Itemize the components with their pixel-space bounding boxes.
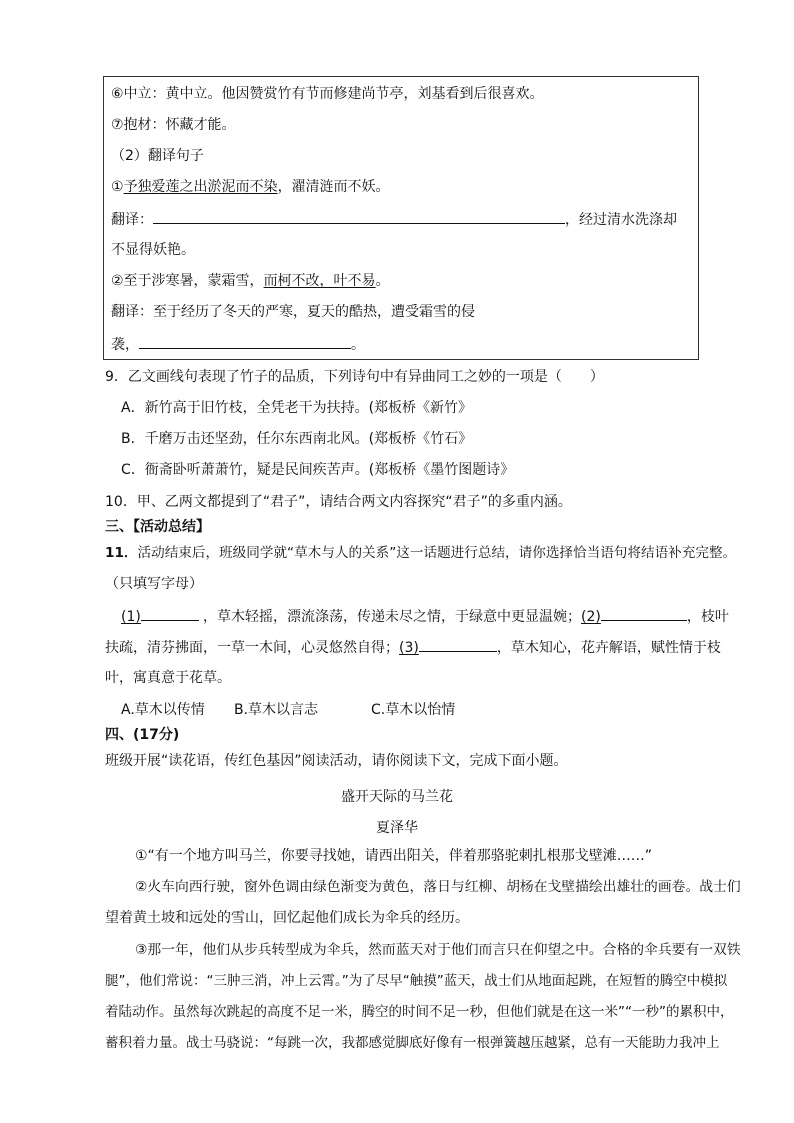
- sentence-1-underlined: 予独爱莲之出淤泥而不染: [123, 179, 278, 195]
- question-11-text: 活动结束后，班级同学就“草木与人的关系”这一话题进行总结，请你选择恰当语句将结语补充完整。: [137, 545, 737, 561]
- translation-2: 翻译：至于经历了冬天的严寒，夏天的酷热，遭受霜雪的侵: [111, 304, 475, 320]
- article-paragraph-3-line-2: 腿”，他们常说：“三肿三消，冲上云霄。”为了尽早“触摸”蓝天，战士们从地面起跳，在短暂的腾空中模拟: [105, 973, 728, 989]
- translation-2-end: 。: [351, 337, 365, 353]
- translate-subheading: （2）翻译句子: [111, 148, 204, 164]
- blank-2[interactable]: [601, 606, 687, 621]
- blank-3[interactable]: [419, 637, 497, 652]
- translation-1-tail: ，经过清水洗涤却: [565, 212, 677, 228]
- article-author: 夏泽华: [376, 820, 418, 836]
- sentence-1: [111, 177, 390, 197]
- blank-1[interactable]: [121, 606, 203, 627]
- section-4-heading: 四、(17分): [105, 727, 180, 743]
- question-9-option-b: B．千磨万击还坚劲，任尔东西南北风。(郑板桥《竹石》: [121, 431, 473, 447]
- section-4-intro: 班级开展“读花语，传红色基因”阅读活动，请你阅读下文，完成下面小题。: [105, 753, 568, 769]
- question-11-line-1-text: ，草木轻摇，漂流涤荡，传递未尽之情，于绿意中更显温婉；: [203, 609, 581, 625]
- question-11-option-b: B.草木以言志: [234, 702, 319, 718]
- article-paragraph-3-line-1: ③那一年，他们从步兵转型成为伞兵，然而蓝天对于他们而言只在仰望之中。合格的伞兵要有一双铁: [135, 942, 741, 958]
- translation-1-continued: 不显得妖艳。: [111, 242, 195, 258]
- blank-2-label: (2): [581, 609, 601, 625]
- translation-1-blank[interactable]: [153, 209, 565, 224]
- question-11-number: 11．: [105, 545, 138, 561]
- article-paragraph-2-line-1: ②火车向西行驶，窗外色调由绿色渐变为黄色，落日与红柳、胡杨在戈壁描绘出雄壮的画卷。战士们: [135, 879, 741, 895]
- question-11-line-3: 叶，寓真意于花草。: [105, 670, 231, 686]
- translation-2-start: 袭，: [111, 337, 139, 353]
- translation-2-blank[interactable]: [139, 334, 351, 349]
- section-3-heading: 三、【活动总结】: [105, 519, 210, 535]
- sentence-2-start: ②至于涉寒暑，蒙霜雪，: [111, 273, 264, 289]
- question-11-stem: [105, 543, 736, 563]
- question-11-instruction: （只填写字母）: [105, 576, 203, 592]
- sentence-2-end: 。: [375, 273, 390, 289]
- article-title: 盛开天际的马兰花: [341, 789, 453, 805]
- question-11-line-2-tail: ，草木知心，花卉解语，赋性情于枝: [496, 640, 721, 656]
- question-11-line-2-text: 扶疏，清芬拂面，一草一木间，心灵悠然自得；: [105, 640, 399, 656]
- note-6: ⑥中立：黄中立。他因赞赏竹有节而修建尚节亭，刘基看到后很喜欢。: [111, 86, 544, 102]
- question-10: 10．甲、乙两文都提到了“君子”，请结合两文内容探究“君子”的多重内涵。: [105, 494, 572, 510]
- sentence-1-number: ①: [111, 179, 124, 195]
- article-paragraph-3-line-4: 蓄积着力量。战士马骁说：“每跳一次，我都感觉脚底好像有一根弹簧越压越紧，总有一天能助力我冲上: [105, 1035, 720, 1051]
- question-11-line-2: [105, 637, 721, 658]
- sentence-2: [111, 271, 390, 291]
- question-11-option-c: C.草木以怡情: [371, 702, 456, 718]
- translation-1: [111, 209, 677, 230]
- blank-1-line: [141, 606, 199, 621]
- translation-1-label: 翻译：: [111, 212, 153, 228]
- question-11-line-1: [121, 606, 729, 627]
- sentence-2-underlined: 而柯不改，叶不易: [263, 273, 376, 289]
- blank-1-label: (1): [121, 609, 141, 625]
- note-7: ⑦抱材：怀藏才能。: [111, 117, 236, 133]
- translation-2-continued: [111, 334, 365, 355]
- question-9-option-c: C．衙斋卧听萧萧竹，疑是民间疾苦声。(郑板桥《墨竹图题诗》: [121, 462, 515, 478]
- question-11-option-a: A.草木以传情: [121, 702, 205, 718]
- question-9-option-a: A．新竹高于旧竹枝，全凭老干为扶持。(郑板桥《新竹》: [121, 400, 473, 416]
- article-paragraph-2-line-2: 望着黄土坡和远处的雪山，回忆起他们成长为伞兵的经历。: [105, 910, 469, 926]
- question-9-stem: 9．乙文画线句表现了竹子的品质，下列诗句中有异曲同工之妙的一项是（ ）: [105, 369, 604, 385]
- question-11-line-1-tail: ，枝叶: [686, 609, 729, 625]
- article-paragraph-3-line-3: 着陆动作。虽然每次跳起的高度不足一米，腾空的时间不足一秒，但他们就是在这一米”“一秒”的累积中，: [105, 1004, 734, 1020]
- blank-3-label: (3): [399, 640, 419, 656]
- sentence-1-rest: ，濯清涟而不妖。: [277, 179, 390, 195]
- article-paragraph-1: ①“有一个地方叫马兰，你要寻找她，请西出阳关，伴着那骆驼刺扎根那戈壁滩……”: [135, 848, 653, 864]
